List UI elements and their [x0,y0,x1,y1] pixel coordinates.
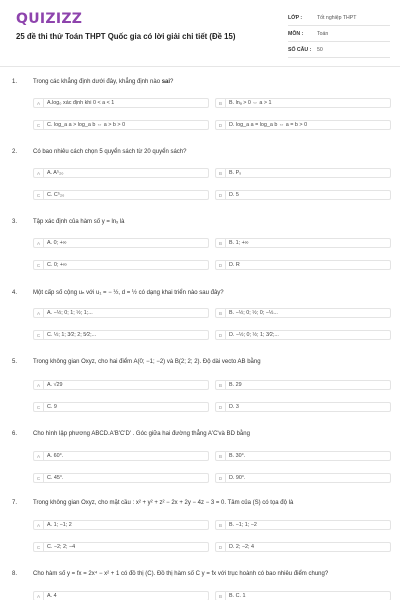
question-stem [12,359,392,365]
emphasis-word: sai [161,79,171,85]
meta-label: SỐ CÂU : [288,46,312,53]
option-letter: B [216,308,226,318]
option-letter: D [216,330,226,340]
option-letter: A [34,168,44,178]
option-letter: B [216,451,226,461]
option-text: A. 4 [47,593,57,599]
header-divider [0,66,400,67]
question-stem [12,431,392,437]
option-text: A. √29 [47,382,63,388]
option-text: B. 1; +∞ [229,240,249,246]
option-letter: C [34,120,44,130]
option-letter: A [34,238,44,248]
question-number: 1. [12,79,18,85]
option-letter: D [216,473,226,483]
question-number: 3. [12,219,18,225]
answer-option-b[interactable] [215,451,391,461]
option-text: B. lnₐ > 0 ⇔ a > 1 [229,100,272,106]
answer-option-b[interactable] [215,380,391,390]
answer-option-a[interactable] [33,308,209,318]
meta-table [288,10,390,58]
option-letter: C [34,473,44,483]
option-letter: C [34,190,44,200]
option-text: A. 1; −1; 2 [47,522,72,528]
option-text: D. 90°. [229,475,246,481]
answer-option-a[interactable] [33,520,209,530]
answer-option-a[interactable] [33,451,209,461]
question-stem [12,289,392,296]
option-text: A. −½; 0; 1; ½; 1;... [47,310,93,316]
answer-option-b[interactable] [215,238,391,248]
answer-option-c[interactable] [33,260,209,270]
option-letter: B [216,520,226,530]
option-letter: A [34,308,44,318]
option-text: C. −2; 2; −4 [47,544,76,550]
option-letter: B [216,98,226,108]
question-text: Trong không gian Oxyz, cho hai điểm A(0; −1; −2) và B(2; 2; 2). Độ dài vecto AB bằng [33,359,261,365]
answer-option-d[interactable] [215,542,391,552]
option-text: A. 0; +∞ [47,240,67,246]
option-text: C. 45°. [47,475,64,481]
meta-row-subject [288,26,390,42]
option-letter: B [216,238,226,248]
question-number: 8. [12,571,18,577]
option-letter: C [34,542,44,552]
option-text: C. log_a a > log_a b ⇔ a > b > 0 [47,122,126,128]
question-stem [12,79,392,85]
option-text: A.log₀ xác định khi 0 < a < 1 [47,100,115,106]
option-letter: A [34,98,44,108]
answer-option-d[interactable] [215,120,391,130]
question-text: Trong không gian Oxyz, cho mặt cầu : x² + y² + z² − 2x + 2y − 4z − 3 = 0. Tâm của (S) có tọa độ là [33,500,294,506]
question-text: Một cấp số cộng uₙ với u₁ = − ½, d = ½ có dạng khai triển nào sau đây? [33,290,224,296]
option-letter: A [34,451,44,461]
answer-option-c[interactable] [33,120,209,130]
answer-option-c[interactable] [33,330,209,340]
question-number: 2. [12,149,18,155]
option-letter: C [34,330,44,340]
answer-option-a[interactable] [33,238,209,248]
answer-option-c[interactable] [33,190,209,200]
option-letter: D [216,542,226,552]
meta-value: Tốt nghiệp THPT [317,14,357,21]
meta-row-grade [288,10,390,26]
option-letter: D [216,402,226,412]
question-text: Có bao nhiêu cách chọn 5 quyển sách từ 20 quyển sách? [33,149,187,155]
question-text: Trong các khẳng định dưới đây, khẳng định nào sai? [33,79,174,85]
option-letter: D [216,260,226,270]
option-letter: B [216,591,226,600]
question-text: Tập xác định của hàm số y = lnₓ là [33,219,125,225]
meta-value: 50 [317,46,323,53]
option-text: D. log_a a = log_a b ⇔ a = b > 0 [229,122,308,128]
option-letter: B [216,168,226,178]
option-letter: A [34,380,44,390]
option-text: D. 5 [229,192,239,198]
meta-label: MÔN : [288,30,304,37]
worksheet-title: 25 đề thi thử Toán THPT Quốc gia có lời giải chi tiết (Đề 15) [16,32,236,41]
answer-option-d[interactable] [215,190,391,200]
answer-option-c[interactable] [33,402,209,412]
answer-option-d[interactable] [215,473,391,483]
question-text: Cho hình lập phương ABCD.A'B'C'D' . Góc giữa hai đường thẳng A'C'và BD bằng [33,431,250,437]
option-letter: D [216,120,226,130]
answer-option-d[interactable] [215,260,391,270]
option-text: C. ½; 1; 3⁄2; 2; 5⁄2;... [47,332,97,338]
answer-option-c[interactable] [33,473,209,483]
worksheet-header [0,0,400,66]
question-number: 5. [12,359,18,365]
option-letter: D [216,190,226,200]
answer-option-a[interactable] [33,98,209,108]
option-text: D. 2; −2; 4 [229,544,255,550]
meta-value: Toán [317,30,329,37]
answer-option-c[interactable] [33,542,209,552]
option-text: C. 0; +∞ [47,262,67,268]
option-letter: C [34,402,44,412]
option-text: D. 3 [229,404,239,410]
question-stem [12,500,392,506]
option-letter: A [34,591,44,600]
option-letter: B [216,380,226,390]
option-text: A. A⁵₂₀ [47,170,64,176]
option-text: B. C. 1 [229,593,246,599]
option-text: B. 29 [229,382,242,388]
option-text: B. P₅ [229,170,242,176]
quizizz-logo: QUIZIZZ [16,11,83,27]
option-text: B. −1; 1; −2 [229,522,257,528]
answer-option-a[interactable] [33,168,209,178]
answer-option-b[interactable] [215,168,391,178]
question-stem [12,149,392,155]
option-text: C. 9 [47,404,57,410]
option-text: B. −½; 0; ½; 0; −½... [229,310,278,316]
answer-option-d[interactable] [215,402,391,412]
answer-option-a[interactable] [33,380,209,390]
question-stem [12,219,392,225]
answer-option-d[interactable] [215,330,391,340]
answer-option-b[interactable] [215,98,391,108]
option-letter: A [34,520,44,530]
meta-row-count [288,42,390,58]
meta-label: LỚP : [288,14,303,21]
question-number: 6. [12,431,18,437]
option-text: B. 30°. [229,453,246,459]
answer-option-b[interactable] [215,591,391,600]
answer-option-b[interactable] [215,308,391,318]
option-text: D. −½; 0; ½; 1; 3⁄2;... [229,332,279,338]
answer-option-b[interactable] [215,520,391,530]
answer-option-a[interactable] [33,591,209,600]
question-number: 4. [12,290,18,296]
option-letter: C [34,260,44,270]
question-text: Cho hàm số y = fx = 2x⁴ − x² + 1 có đồ thị (C). Đồ thị hàm số C y = fx với trục hoành có bao nhiêu điểm chung? [33,571,329,577]
option-text: A. 60°. [47,453,64,459]
question-number: 7. [12,500,18,506]
option-text: C. C⁵₂₀ [47,192,65,198]
option-text: D. R [229,262,240,268]
question-stem [12,571,392,577]
